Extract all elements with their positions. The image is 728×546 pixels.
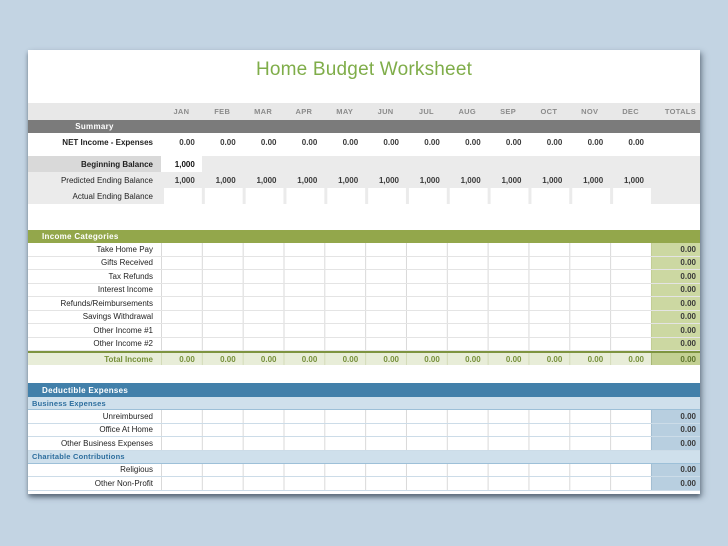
expense-label: Office At Home: [99, 425, 153, 435]
header-label-spacer: [28, 103, 161, 120]
income-category-label: Take Home Pay: [96, 244, 153, 254]
income-category-label: Other Income #2: [93, 339, 153, 349]
income-section-header: [28, 230, 700, 243]
income-category-row: [28, 257, 700, 271]
summary-section-label: Summary: [75, 122, 114, 131]
income-month-cells[interactable]: [161, 257, 651, 270]
expense-total-cell: 0.00: [651, 424, 700, 437]
income-month-cells[interactable]: [161, 284, 651, 297]
income-total-cell: 0.00: [651, 270, 700, 283]
income-category-label: Other Income #1: [93, 325, 153, 335]
month-column-header: SEP: [500, 107, 517, 116]
month-header-row: [28, 103, 700, 120]
income-category-row: [28, 338, 700, 352]
month-column-header: OCT: [540, 107, 558, 116]
total-income-grand-total: 0.00: [651, 353, 700, 365]
net-income-values: [161, 133, 651, 151]
total-income-value-cell: 0.00: [587, 354, 604, 364]
month-column-header: JUN: [377, 107, 394, 116]
expense-total-cell: 0.00: [651, 410, 700, 423]
income-category-label: Savings Withdrawal: [82, 312, 153, 322]
expense-month-cells[interactable]: [161, 464, 651, 477]
actual-balance-total-spacer: [651, 188, 700, 204]
month-column-header: JAN: [173, 107, 190, 116]
predicted-balance-total-spacer: [651, 172, 700, 188]
income-section-label: Income Categories: [42, 232, 119, 241]
net-income-value-cell[interactable]: 0.00: [220, 137, 236, 147]
total-income-value-cell: 0.00: [301, 354, 318, 364]
beginning-balance-value-cell[interactable]: 1,000: [161, 156, 202, 172]
income-total-cell: 0.00: [651, 311, 700, 324]
balance-block: [28, 156, 700, 204]
net-income-label: NET Income - Expenses: [62, 137, 153, 147]
income-category-row: [28, 270, 700, 284]
expenses-section-label: Deductible Expenses: [42, 385, 129, 395]
predicted-balance-value-cell[interactable]: 1,000: [174, 175, 195, 185]
totals-column-header: TOTALS: [664, 107, 696, 116]
total-income-label: Total Income: [104, 354, 153, 364]
net-income-value-cell[interactable]: 0.00: [465, 137, 481, 147]
expense-total-cell: 0.00: [651, 464, 700, 477]
predicted-balance-row: [28, 172, 700, 188]
total-income-value-cell: 0.00: [383, 354, 399, 364]
predicted-balance-value-cell[interactable]: 1,000: [623, 175, 644, 185]
net-income-value-cell[interactable]: 0.00: [546, 137, 563, 147]
net-income-value-cell[interactable]: 0.00: [587, 137, 604, 147]
total-income-value-cell: 0.00: [505, 354, 522, 364]
beginning-balance-cells: [161, 156, 651, 172]
total-income-values: [161, 353, 651, 365]
expense-total-cell: 0.00: [651, 477, 700, 490]
page-title: Home Budget Worksheet: [255, 59, 473, 80]
income-total-cell: 0.00: [651, 243, 700, 256]
month-column-header: APR: [295, 107, 313, 116]
expense-label: Other Non-Profit: [94, 478, 153, 488]
expense-month-cells[interactable]: [161, 410, 651, 423]
expense-month-cells[interactable]: [161, 477, 651, 490]
expense-row: [28, 464, 700, 478]
income-category-label: Gifts Received: [100, 258, 153, 268]
month-column-header: MAY: [336, 107, 354, 116]
title-area: [28, 50, 700, 103]
income-month-cells[interactable]: [161, 270, 651, 283]
total-income-value-cell: 0.00: [260, 354, 277, 364]
section-gap: [28, 204, 700, 230]
beginning-balance-label: Beginning Balance: [28, 156, 161, 172]
income-month-cells[interactable]: [161, 243, 651, 256]
income-category-row: [28, 324, 700, 338]
predicted-balance-value-cell[interactable]: 1,000: [501, 175, 522, 185]
predicted-balance-value-cell[interactable]: 1,000: [215, 175, 236, 185]
total-income-value-cell: 0.00: [628, 354, 644, 364]
predicted-balance-value-cell[interactable]: 1,000: [378, 175, 399, 185]
income-total-cell: 0.00: [651, 338, 700, 351]
predicted-balance-label: Predicted Ending Balance: [60, 175, 153, 185]
predicted-balance-value-cell[interactable]: 1,000: [460, 175, 481, 185]
month-column-header: MAR: [254, 107, 273, 116]
summary-section-header: [28, 120, 700, 133]
beginning-balance-total-spacer: [651, 156, 700, 172]
subsection-business-expenses: Business Expenses: [28, 397, 700, 410]
income-category-label: Interest Income: [97, 285, 153, 295]
income-month-cells[interactable]: [161, 311, 651, 324]
net-income-value-cell[interactable]: 0.00: [383, 137, 399, 147]
net-income-value-cell[interactable]: 0.00: [628, 137, 644, 147]
actual-balance-label: Actual Ending Balance: [72, 191, 153, 201]
subsection-charitable-contributions: Charitable Contributions: [28, 451, 700, 464]
expense-month-cells[interactable]: [161, 437, 651, 450]
predicted-balance-value-cell[interactable]: 1,000: [297, 175, 318, 185]
total-income-value-cell: 0.00: [220, 354, 236, 364]
total-income-value-cell: 0.00: [179, 354, 195, 364]
expenses-section-header: [28, 383, 700, 397]
net-income-value-cell[interactable]: 0.00: [179, 137, 195, 147]
income-category-label: Tax Refunds: [108, 271, 153, 281]
income-month-cells[interactable]: [161, 324, 651, 337]
expense-label: Other Business Expenses: [60, 438, 153, 448]
expense-label: Unreimbursed: [102, 411, 153, 421]
income-total-cell: 0.00: [651, 257, 700, 270]
beginning-balance-row: [28, 156, 700, 172]
month-headers: [161, 103, 651, 120]
month-column-header: AUG: [458, 107, 477, 116]
net-income-value-cell[interactable]: 0.00: [424, 137, 440, 147]
expense-row: [28, 410, 700, 424]
actual-balance-input-cells[interactable]: [161, 188, 651, 204]
income-category-row: [28, 243, 700, 257]
expense-row: [28, 477, 700, 491]
month-column-header: FEB: [214, 107, 231, 116]
income-category-label: Refunds/Reimbursements: [60, 298, 153, 308]
income-total-cell: 0.00: [651, 284, 700, 297]
predicted-balance-value-cell[interactable]: 1,000: [256, 175, 277, 185]
month-column-header: JUL: [418, 107, 434, 116]
net-income-row: [28, 133, 700, 151]
income-month-cells[interactable]: [161, 338, 651, 351]
predicted-balance-value-cell[interactable]: 1,000: [583, 175, 604, 185]
net-income-value-cell[interactable]: 0.00: [260, 137, 277, 147]
income-category-row: [28, 311, 700, 325]
net-income-value-cell[interactable]: 0.00: [342, 137, 359, 147]
income-category-row: [28, 297, 700, 311]
expense-label: Religious: [120, 465, 153, 475]
expense-row: [28, 424, 700, 438]
predicted-balance-value-cell[interactable]: 1,000: [419, 175, 440, 185]
income-total-cell: 0.00: [651, 297, 700, 310]
total-income-value-cell: 0.00: [546, 354, 563, 364]
section-gap-2: [28, 365, 700, 383]
net-income-total-spacer: [651, 133, 700, 151]
budget-worksheet: [28, 50, 700, 494]
total-income-value-cell: 0.00: [342, 354, 359, 364]
total-income-value-cell: 0.00: [424, 354, 440, 364]
income-total-cell: 0.00: [651, 324, 700, 337]
total-income-value-cell: 0.00: [465, 354, 481, 364]
net-income-value-cell[interactable]: 0.00: [505, 137, 522, 147]
expense-total-cell: 0.00: [651, 437, 700, 450]
expense-row: [28, 437, 700, 451]
income-month-cells[interactable]: [161, 297, 651, 310]
predicted-balance-value-cell[interactable]: 1,000: [542, 175, 563, 185]
month-column-header: NOV: [581, 107, 599, 116]
total-income-row: [28, 351, 700, 365]
income-category-row: [28, 284, 700, 298]
predicted-balance-value-cell[interactable]: 1,000: [338, 175, 359, 185]
actual-balance-row: [28, 188, 700, 204]
net-income-value-cell[interactable]: 0.00: [301, 137, 318, 147]
expense-month-cells[interactable]: [161, 424, 651, 437]
month-column-header: DEC: [622, 107, 639, 116]
predicted-balance-values: [161, 172, 651, 188]
